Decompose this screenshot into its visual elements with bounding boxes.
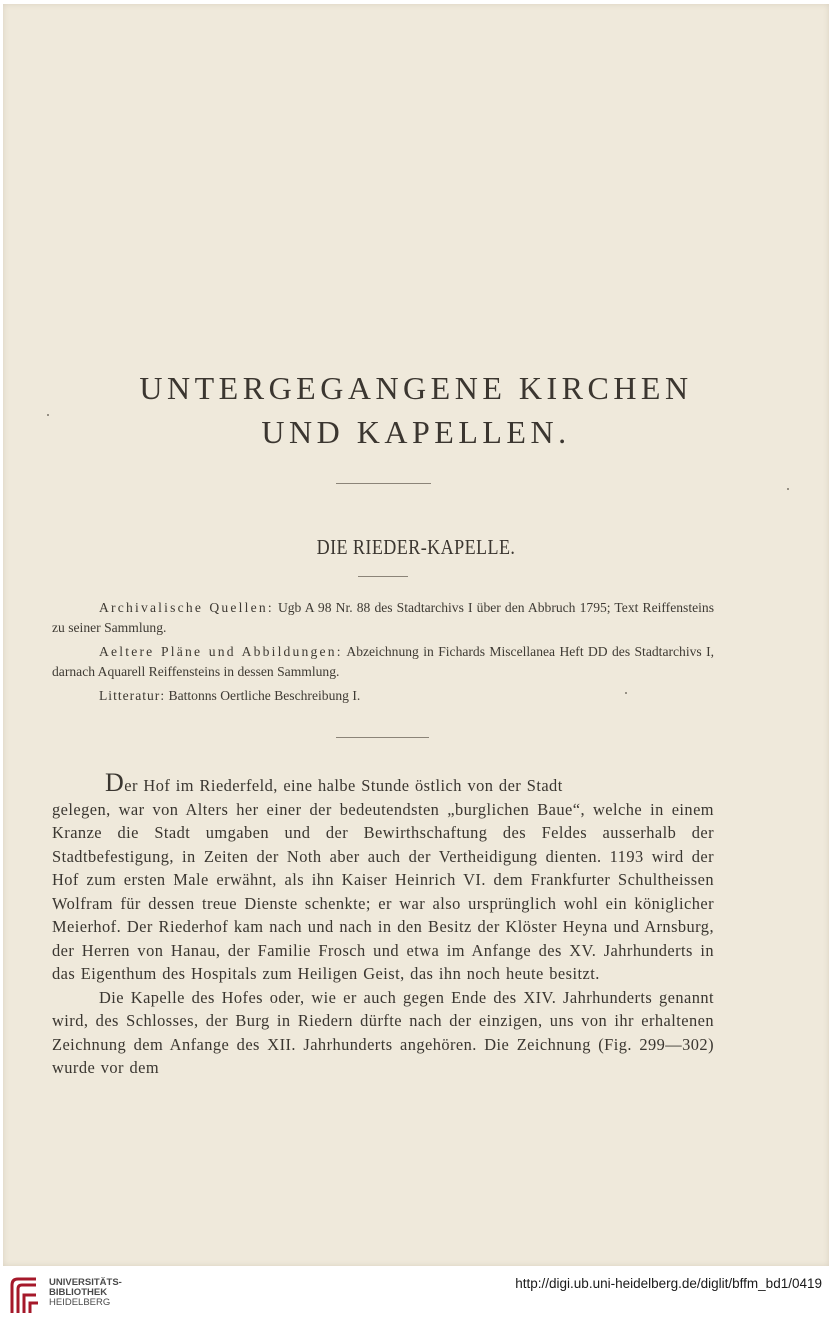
divider-rule — [336, 483, 431, 484]
scan-speck — [47, 414, 49, 416]
source-text: Ugb A 98 Nr. 88 des Stadtarchivs I über den Abbruch 1795; Text Reiffensteins zu seiner Sammlung. — [52, 600, 714, 635]
library-name-line: HEIDELBERG — [49, 1297, 111, 1308]
paragraph-continuation: gelegen, war von Alters her einer der bedeutendsten „burglichen Baue“, welche in einem Kranze die Stadt umgaben und der Bewirthschaftung des Feldes ausserhalb der Stadtbefestigung, in Zeiten der Noth aber auch der Vertheidigung dienten. 1193 wird der Hof zum ersten Male erwähnt, als ihn Kaiser Heinrich VI. dem Frankfurter Schultheissen Wolfram für dessen treue Dienste schenkte; er war also ursprünglich wohl ein königlicher Meierhof. Der Riederhof kam nach und nach in den Besitz der Klöster Heyna und Arnsburg, der Herren von Hanau, der Familie Frosch und etwa im Anfange des XV. Jahrhunderts in das Eigenthum des Hospitals zum Heiligen Geist, das ihn noch heute besitzt. — [52, 799, 714, 983]
body-text — [52, 770, 714, 1080]
chapter-title-line-1: UNTERGEGANGENE KIRCHEN — [139, 370, 693, 406]
sources-block — [52, 598, 714, 711]
source-label: Archivalische Quellen: — [99, 600, 274, 615]
paragraph: Die Kapelle des Hofes oder, wie er auch gegen Ende des XIV. Jahrhunderts genannt wird, des Schlosses, der Burg in Riedern dürfte nach der einzigen, uns von ihr erhaltenen Zeichnung dem Anfange des XII. Jahrhunderts angehören. Die Zeichnung (Fig. 299—302) wurde vor dem — [52, 987, 714, 1077]
scan-speck — [625, 692, 627, 694]
divider-rule — [336, 737, 429, 738]
source-label: Aeltere Pläne und Abbildungen: — [99, 644, 343, 659]
source-text: Battonns Oertliche Beschreibung I. — [165, 688, 361, 703]
permalink-url[interactable]: http://digi.ub.uni-heidelberg.de/diglit/bffm_bd1/0419 — [515, 1276, 822, 1291]
source-label: Litteratur: — [99, 688, 166, 703]
scan-speck — [787, 488, 789, 490]
paragraph — [52, 770, 714, 798]
library-name-line: BIBLIOTHEK — [49, 1287, 108, 1298]
library-name — [49, 1278, 122, 1308]
source-text: Abzeichnung in Fichards Miscellanea Heft DD des Stadtarchivs I, darnach Aquarell Reiffensteins in dessen Sammlung. — [52, 644, 715, 679]
drop-cap: D — [105, 768, 125, 797]
source-entry — [52, 598, 714, 637]
library-name-line: UNIVERSITÄTS- — [49, 1277, 122, 1288]
footer-bar — [0, 1266, 834, 1326]
scanned-page — [3, 4, 829, 1266]
chapter-title-line-2: UND KAPELLEN. — [261, 414, 571, 450]
paragraph-first-line: er Hof im Riederfeld, eine halbe Stunde östlich von der Stadt — [124, 776, 563, 795]
library-logo-icon — [8, 1275, 42, 1317]
divider-rule — [358, 576, 408, 577]
source-entry — [52, 686, 714, 706]
section-title: DIE RIEDER-KAPELLE. — [316, 535, 516, 559]
source-entry — [52, 642, 714, 681]
